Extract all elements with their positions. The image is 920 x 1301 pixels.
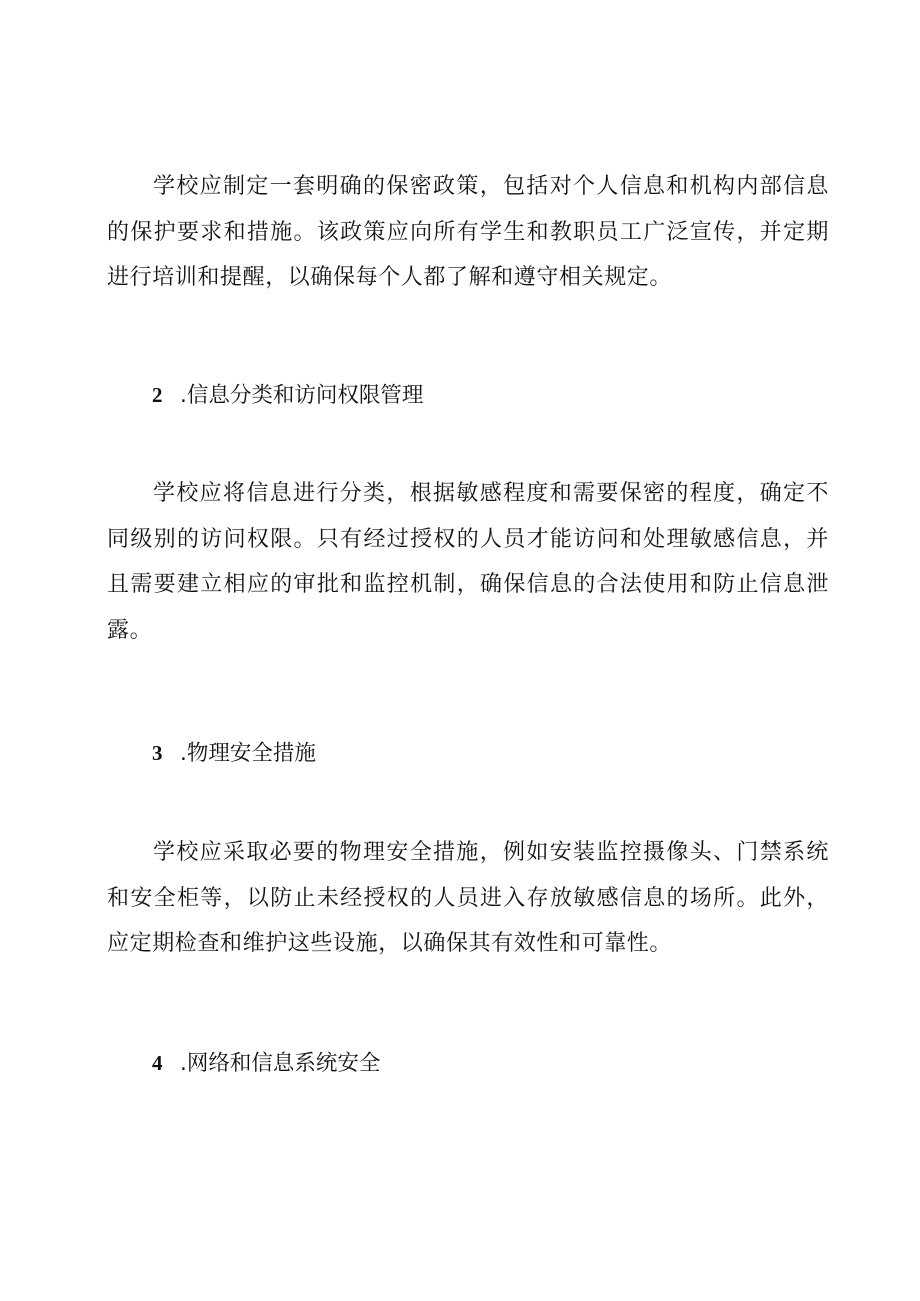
section-title: .网络和信息系统安全 — [180, 1051, 381, 1076]
section-title: .物理安全措施 — [180, 741, 316, 766]
section-heading-4 — [152, 1048, 380, 1079]
section-title: .信息分类和访问权限管理 — [180, 383, 424, 408]
body-paragraph-physical-security: 学校应采取必要的物理安全措施，例如安装监控摄像头、门禁系统和安全柜等，以防止未经授权的人员进入存放敏感信息的场所。此外，应定期检查和维护这些设施，以确保其有效性和可靠性。 — [107, 840, 829, 956]
section-number: 3 — [152, 741, 163, 765]
section-number: 2 — [152, 383, 163, 407]
body-paragraph-confidentiality-policy: 学校应制定一套明确的保密政策，包括对个人信息和机构内部信息的保护要求和措施。该政策应向所有学生和教职员工广泛宣传，并定期进行培训和提醒，以确保每个人都了解和遵守相关规定。 — [107, 174, 829, 290]
section-heading-3 — [152, 738, 316, 769]
section-heading-2 — [152, 380, 423, 411]
section-number: 4 — [152, 1051, 163, 1075]
body-paragraph-classification: 学校应将信息进行分类，根据敏感程度和需要保密的程度，确定不同级别的访问权限。只有经过授权的人员才能访问和处理敏感信息，并且需要建立相应的审批和监控机制，确保信息的合法使用和防止信息泄露。 — [107, 481, 829, 643]
